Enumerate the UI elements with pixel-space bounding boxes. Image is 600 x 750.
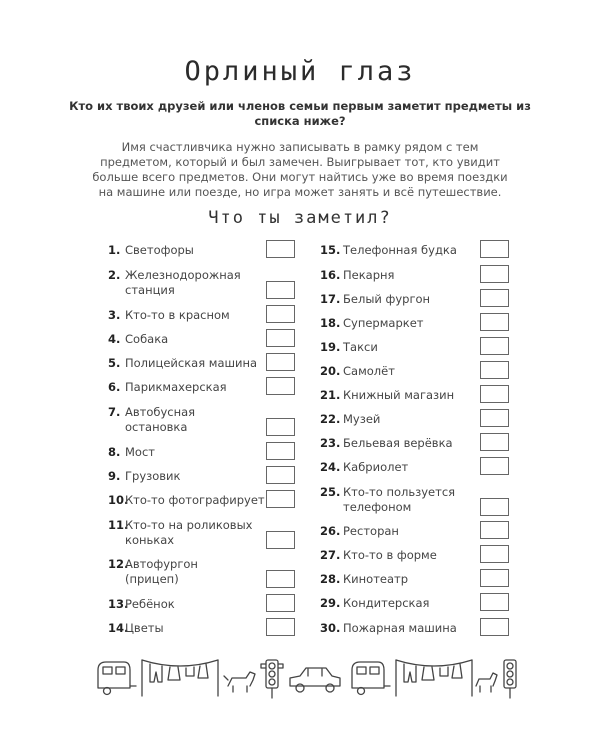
answer-box[interactable]: [266, 442, 295, 460]
caravan-icon-2: [352, 662, 390, 695]
item-label: Музей: [343, 412, 381, 426]
item-number: 11.: [108, 518, 129, 532]
checklist-item: [108, 308, 266, 323]
checklist-item: [108, 268, 266, 298]
item-number: 21.: [320, 388, 341, 402]
checklist-item: [108, 243, 266, 258]
item-label: Собака: [125, 332, 169, 346]
item-number: 23.: [320, 436, 341, 450]
item-label: Телефонная будка: [343, 243, 457, 257]
checklist-item: [108, 469, 266, 484]
intro-text: Имя счастливчика нужно записывать в рамку рядом с тем предметом, который и был замечен. Выигрывает тот, кто увидит больше всего предметов. Они могут найтись уже во время поездки на машине или поезде, но игра может занять и всё путешествие.: [92, 140, 508, 199]
item-number: 5.: [108, 356, 121, 370]
item-label: Бельевая верёвка: [343, 436, 453, 450]
answer-box[interactable]: [480, 593, 509, 611]
answer-box[interactable]: [480, 433, 509, 451]
dog-icon-2: [476, 673, 497, 692]
checklist-item: [108, 380, 266, 395]
item-number: 1.: [108, 243, 121, 257]
item-number: 26.: [320, 524, 341, 538]
car-icon: [290, 668, 340, 692]
checklist-subtitle: Что ты заметил?: [208, 208, 392, 228]
item-number: 9.: [108, 469, 121, 483]
checklist-item: [320, 243, 480, 258]
checklist-item: [320, 436, 480, 451]
answer-box[interactable]: [480, 265, 509, 283]
item-number: 24.: [320, 460, 341, 474]
answer-box[interactable]: [266, 418, 295, 436]
caravan-icon: [98, 662, 136, 695]
item-label: Кабриолет: [343, 460, 409, 474]
checklist-item: [320, 485, 480, 515]
answer-box[interactable]: [266, 570, 295, 588]
clothesline-icon: [142, 660, 218, 696]
checklist-item: [320, 572, 480, 587]
item-number: 20.: [320, 364, 341, 378]
answer-box[interactable]: [266, 240, 295, 258]
checklist-item: [320, 340, 480, 355]
checklist-item: [108, 621, 266, 636]
item-label: Ребёнок: [125, 597, 175, 611]
answer-box[interactable]: [266, 594, 295, 612]
item-number: 30.: [320, 621, 341, 635]
question-text: Кто их твоих друзей или членов семьи первым заметит предметы из списка ниже?: [69, 99, 531, 128]
answer-box[interactable]: [480, 618, 509, 636]
checklist-item: [320, 596, 480, 611]
item-label: Полицейская машина: [125, 356, 258, 370]
checklist-item: [108, 356, 266, 371]
item-number: 27.: [320, 548, 341, 562]
item-label: Светофоры: [125, 243, 194, 257]
item-number: 12.: [108, 557, 129, 571]
item-label: Кинотеатр: [343, 572, 409, 586]
item-number: 13.: [108, 597, 129, 611]
item-number: 4.: [108, 332, 121, 346]
checklist-item: [108, 557, 266, 587]
checklist-item: [320, 292, 480, 307]
answer-box[interactable]: [480, 521, 509, 539]
answer-box[interactable]: [480, 313, 509, 331]
answer-box[interactable]: [266, 466, 295, 484]
answer-box[interactable]: [480, 385, 509, 403]
checklist-item: [320, 268, 480, 283]
item-number: 22.: [320, 412, 341, 426]
clothesline-icon-2: [396, 660, 472, 696]
item-number: 10.: [108, 493, 129, 507]
answer-box[interactable]: [266, 305, 295, 323]
item-label: Цветы: [125, 621, 164, 635]
answer-box[interactable]: [266, 377, 295, 395]
item-label: Такси: [343, 340, 378, 354]
checklist-item: [320, 388, 480, 403]
answer-box[interactable]: [480, 545, 509, 563]
checklist-item: [320, 316, 480, 331]
checklist-item: [320, 460, 480, 475]
answer-box[interactable]: [480, 361, 509, 379]
checklist-item: [108, 518, 266, 548]
checklist-item: [320, 621, 480, 636]
answer-box[interactable]: [266, 353, 295, 371]
checklist-item: [108, 445, 266, 460]
item-label: Белый фургон: [343, 292, 431, 306]
item-number: 18.: [320, 316, 341, 330]
answer-box[interactable]: [480, 240, 509, 258]
item-number: 25.: [320, 485, 341, 499]
item-label: Книжный магазин: [343, 388, 455, 402]
doodle-strip: [90, 652, 520, 702]
item-label: Мост: [125, 445, 155, 459]
answer-box[interactable]: [480, 569, 509, 587]
item-number: 19.: [320, 340, 341, 354]
item-number: 17.: [320, 292, 341, 306]
traffic-light-icon-2: [504, 660, 516, 698]
item-number: 7.: [108, 405, 121, 419]
answer-box[interactable]: [480, 498, 509, 516]
checklist-item: [320, 364, 480, 379]
item-label: Кто-то в форме: [343, 548, 437, 562]
item-number: 14.: [108, 621, 129, 635]
item-number: 28.: [320, 572, 341, 586]
item-label: Кондитерская: [343, 596, 430, 610]
answer-box[interactable]: [480, 409, 509, 427]
traffic-light-icon: [261, 660, 283, 698]
item-label: Кто-то фотографирует: [125, 493, 265, 507]
item-number: 8.: [108, 445, 121, 459]
answer-box[interactable]: [480, 337, 509, 355]
item-number: 2.: [108, 268, 121, 282]
answer-box[interactable]: [266, 490, 295, 508]
checklist-item: [320, 412, 480, 427]
item-label: Супермаркет: [343, 316, 424, 330]
answer-box[interactable]: [266, 281, 295, 299]
item-label: Железнодорожная станция: [125, 268, 241, 297]
checklist-item: [108, 493, 266, 508]
item-number: 3.: [108, 308, 121, 322]
checklist-item: [108, 405, 266, 435]
item-label: Парикмахерская: [125, 380, 227, 394]
checklist-item: [320, 548, 480, 563]
item-label: Пожарная машина: [343, 621, 457, 635]
item-number: 29.: [320, 596, 341, 610]
item-label: Кто-то пользуется телефоном: [343, 485, 456, 514]
item-number: 16.: [320, 268, 341, 282]
answer-box[interactable]: [266, 618, 295, 636]
item-label: Кто-то на роликовых коньках: [125, 518, 253, 547]
checklist-item: [108, 597, 266, 612]
item-number: 6.: [108, 380, 121, 394]
item-label: Самолёт: [343, 364, 395, 378]
item-label: Автобусная остановка: [125, 405, 196, 434]
dog-icon: [224, 672, 255, 692]
item-label: Ресторан: [343, 524, 399, 538]
answer-box[interactable]: [266, 329, 295, 347]
item-number: 15.: [320, 243, 341, 257]
answer-box[interactable]: [480, 457, 509, 475]
item-label: Грузовик: [125, 469, 181, 483]
item-label: Кто-то в красном: [125, 308, 230, 322]
item-label: Автофургон (прицеп): [125, 557, 198, 586]
page-title: Орлиный глаз: [184, 56, 416, 87]
checklist-item: [108, 332, 266, 347]
item-label: Пекарня: [343, 268, 395, 282]
answer-box[interactable]: [480, 289, 509, 307]
checklist-item: [320, 524, 480, 539]
answer-box[interactable]: [266, 531, 295, 549]
